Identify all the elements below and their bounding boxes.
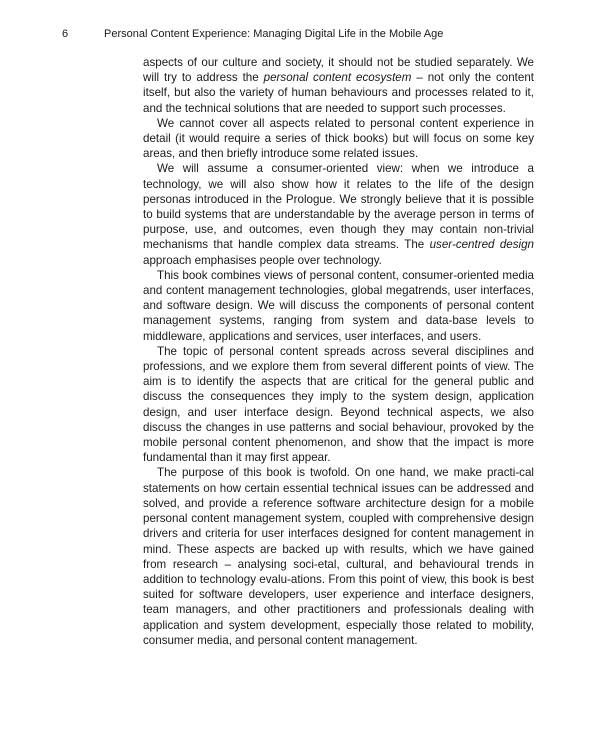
paragraph: The topic of personal content spreads across several disciplines and professions, and we explore them from several different points of view. The aim is to identify the aspects that are critical for the general public and discuss the consequences they imply to the system design, application design, and user interface design. Beyond technical aspects, we also discuss the changes in use patterns and social behaviour, provoked by the mobile personal content phenomenon, and show that the impact is more fundamental than it may first appear. [143,344,534,465]
emphasis-term: personal content ecosystem [263,71,412,85]
emphasis-term: user-centred design [429,238,534,252]
page-number: 6 [62,28,69,40]
running-header [62,27,542,41]
running-title: Personal Content Experience: Managing Digital Life in the Mobile Age [104,28,444,40]
paragraph: This book combines views of personal content, consumer-oriented media and content management technologies, global megatrends, user interfaces, and software design. We will discuss the components of personal content management systems, ranging from system and data-base levels to middleware, applications and services, user interfaces, and users. [143,268,534,343]
paragraph-continued: aspects of our culture and society, it should not be studied separately. We will try to address the personal content ecosystem – not only the content itself, but also the variety of human behaviours and processes related to it, and the technical solutions that are needed to support such processes. [143,56,535,115]
body-text [143,55,534,648]
paragraph: We will assume a consumer-oriented view: when we introduce a technology, we will also show how it relates to the life of the design personas introduced in the Prologue. We strongly believe that it is possible to build systems that are understandable by the average person in terms of purpose, use, and outcomes, even though they may contain non-trivial mechanisms that handle complex data streams. The user-centred design approach emphasises people over technology. [143,162,534,267]
paragraph: The purpose of this book is twofold. On one hand, we make practi-cal statements on how certain essential technical issues can be addressed and solved, and provide a reference software architecture design for a mobile personal content management system, coupled with comprehensive design drivers and criteria for user interfaces designed for content management in mind. These aspects are backed up with results, which we have gained from research – analysing soci-etal, cultural, and behavioural trends in addition to technology evalu-ations. From this point of view, this book is best suited for software developers, user experience and interface designers, team managers, and other practitioners and professionals dealing with application and system development, especially those related to mobility, consumer media, and personal content management. [143,466,534,647]
paragraph: We cannot cover all aspects related to personal content experience in detail (it would require a series of thick books) but will focus on some key areas, and then briefly introduce some related issues. [143,116,534,161]
